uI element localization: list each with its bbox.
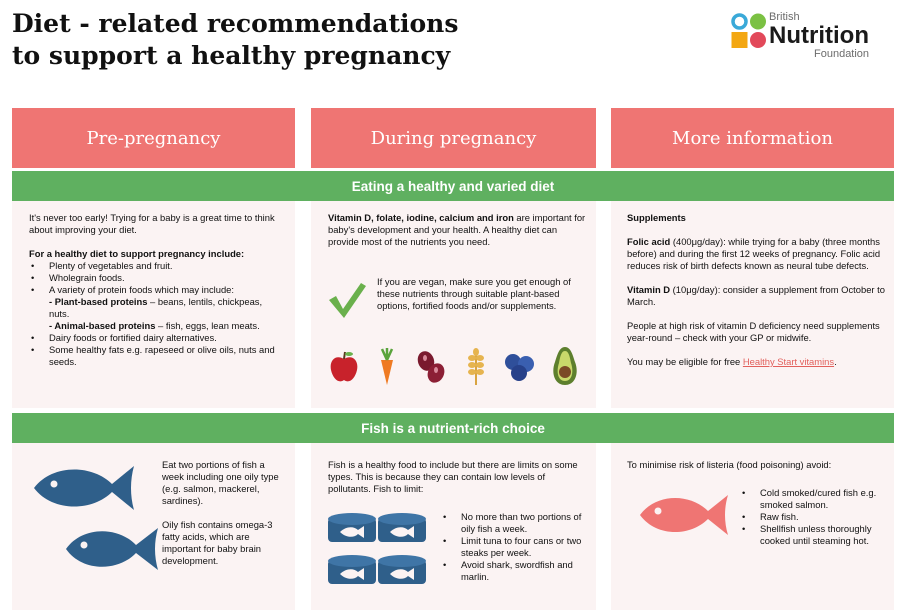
fish-limits-list <box>441 511 589 583</box>
column-header-more-information: More information <box>611 108 894 168</box>
list-item: • Cold smoked/cured fish e.g. smoked salmon. <box>740 487 886 511</box>
title-line-2: to support a healthy pregnancy <box>12 41 451 70</box>
tuna-can-icon <box>378 554 426 586</box>
plant-based-proteins: - Plant-based proteins – beans, lentils, chickpeas, nuts. <box>49 296 263 319</box>
tuna-can-icon <box>328 554 376 586</box>
carrot-icon <box>376 348 398 386</box>
checkmark-icon <box>327 280 367 320</box>
section-band-fish: Fish is a nutrient-rich choice <box>12 413 894 443</box>
listeria-list <box>740 487 886 547</box>
tuna-can-icon <box>378 512 426 544</box>
nutrients-bold: Vitamin D, folate, iodine, calcium and iron <box>328 212 514 223</box>
list-item: • Limit tuna to four cans or two steaks per week. <box>441 535 589 559</box>
bnf-logo <box>731 10 901 62</box>
kidney-beans-icon <box>416 350 446 384</box>
section-band-healthy-diet: Eating a healthy and varied diet <box>12 171 894 201</box>
logo-text-foundation: Foundation <box>814 48 870 60</box>
fish-icon <box>30 458 140 518</box>
column-header-pre-pregnancy: Pre-pregnancy <box>12 108 295 168</box>
list-item: • A variety of protein foods which may include: - Plant-based proteins – beans, lentils, chickpeas, nuts. - Animal-based proteins – fish, eggs, lean meats. <box>29 284 284 332</box>
pre-diet-heading: For a healthy diet to support pregnancy include: <box>29 248 245 259</box>
pre-fish-para-2: Oily fish contains omega-3 fatty acids, which are important for baby brain development. <box>162 519 273 566</box>
listeria-intro: To minimise risk of listeria (food poisoning) avoid: <box>627 459 832 470</box>
wheat-icon <box>464 348 488 386</box>
apple-icon <box>328 350 360 384</box>
supplements-heading: Supplements <box>627 212 686 223</box>
vitamin-d-text: Vitamin D (10μg/day): consider a supplement from October to March. <box>627 284 885 307</box>
list-item: • Dairy foods or fortified dairy alternatives. <box>29 332 284 344</box>
fish-icon <box>62 520 162 578</box>
pre-fish-text <box>162 459 287 567</box>
supplements-text <box>627 212 885 368</box>
list-item: • Wholegrain foods. <box>29 272 284 284</box>
list-item: • Plenty of vegetables and fruit. <box>29 260 284 272</box>
logo-text-british: British <box>769 11 800 23</box>
list-item: • Raw fish. <box>740 511 886 523</box>
vitamin-d-risk-text: People at high risk of vitamin D deficiency need supplements year-round – check with your GP or midwife. <box>627 320 880 343</box>
during-fish-intro: Fish is a healthy food to include but there are limits on some types. This is because they can contain low levels of pollutants. Fish to limit: <box>328 459 578 494</box>
nutrients-text: are important for baby's development and your health. A healthy diet can provide most of the nutrients you need. <box>328 212 586 247</box>
vegan-note: If you are vegan, make sure you get enough of these nutrients through suitable plant-based options, fortified foods and/or supplements. <box>377 276 571 311</box>
list-item: • Avoid shark, swordfish and marlin. <box>441 559 589 583</box>
page-title <box>12 8 458 72</box>
folic-acid-text: Folic acid (400μg/day): while trying for a baby (three months before) and during the first 12 weeks of pregnancy. Folic acid reduces risk of birth defects known as neural tube defects. <box>627 236 881 271</box>
pre-fish-para-1: Eat two portions of fish a week including one oily type (e.g. salmon, mackerel, sardines). <box>162 459 279 506</box>
pre-diet-text <box>29 212 284 368</box>
list-item: • Shellfish unless thoroughly cooked until steaming hot. <box>740 523 886 547</box>
healthy-start-link[interactable]: Healthy Start vitamins <box>742 356 835 367</box>
pre-diet-intro: It's never too early! Trying for a baby is a great time to think about improving your diet. <box>29 212 275 235</box>
tuna-can-icon <box>328 512 376 544</box>
eligibility-text: You may be eligible for free Healthy Start vitamins. <box>627 356 837 367</box>
list-item: • No more than two portions of oily fish a week. <box>441 511 589 535</box>
fish-icon <box>636 487 732 543</box>
logo-text-nutrition: Nutrition <box>769 22 869 49</box>
animal-based-proteins: - Animal-based proteins – fish, eggs, lean meats. <box>49 320 260 331</box>
title-line-1: Diet - related recommendations <box>12 9 459 38</box>
list-item: • Some healthy fats e.g. rapeseed or olive oils, nuts and seeds. <box>29 344 284 368</box>
during-diet-text <box>328 212 586 248</box>
logo-dots-icon <box>731 13 767 49</box>
avocado-icon <box>551 346 579 386</box>
blueberries-icon <box>504 352 536 382</box>
column-header-during-pregnancy: During pregnancy <box>311 108 596 168</box>
